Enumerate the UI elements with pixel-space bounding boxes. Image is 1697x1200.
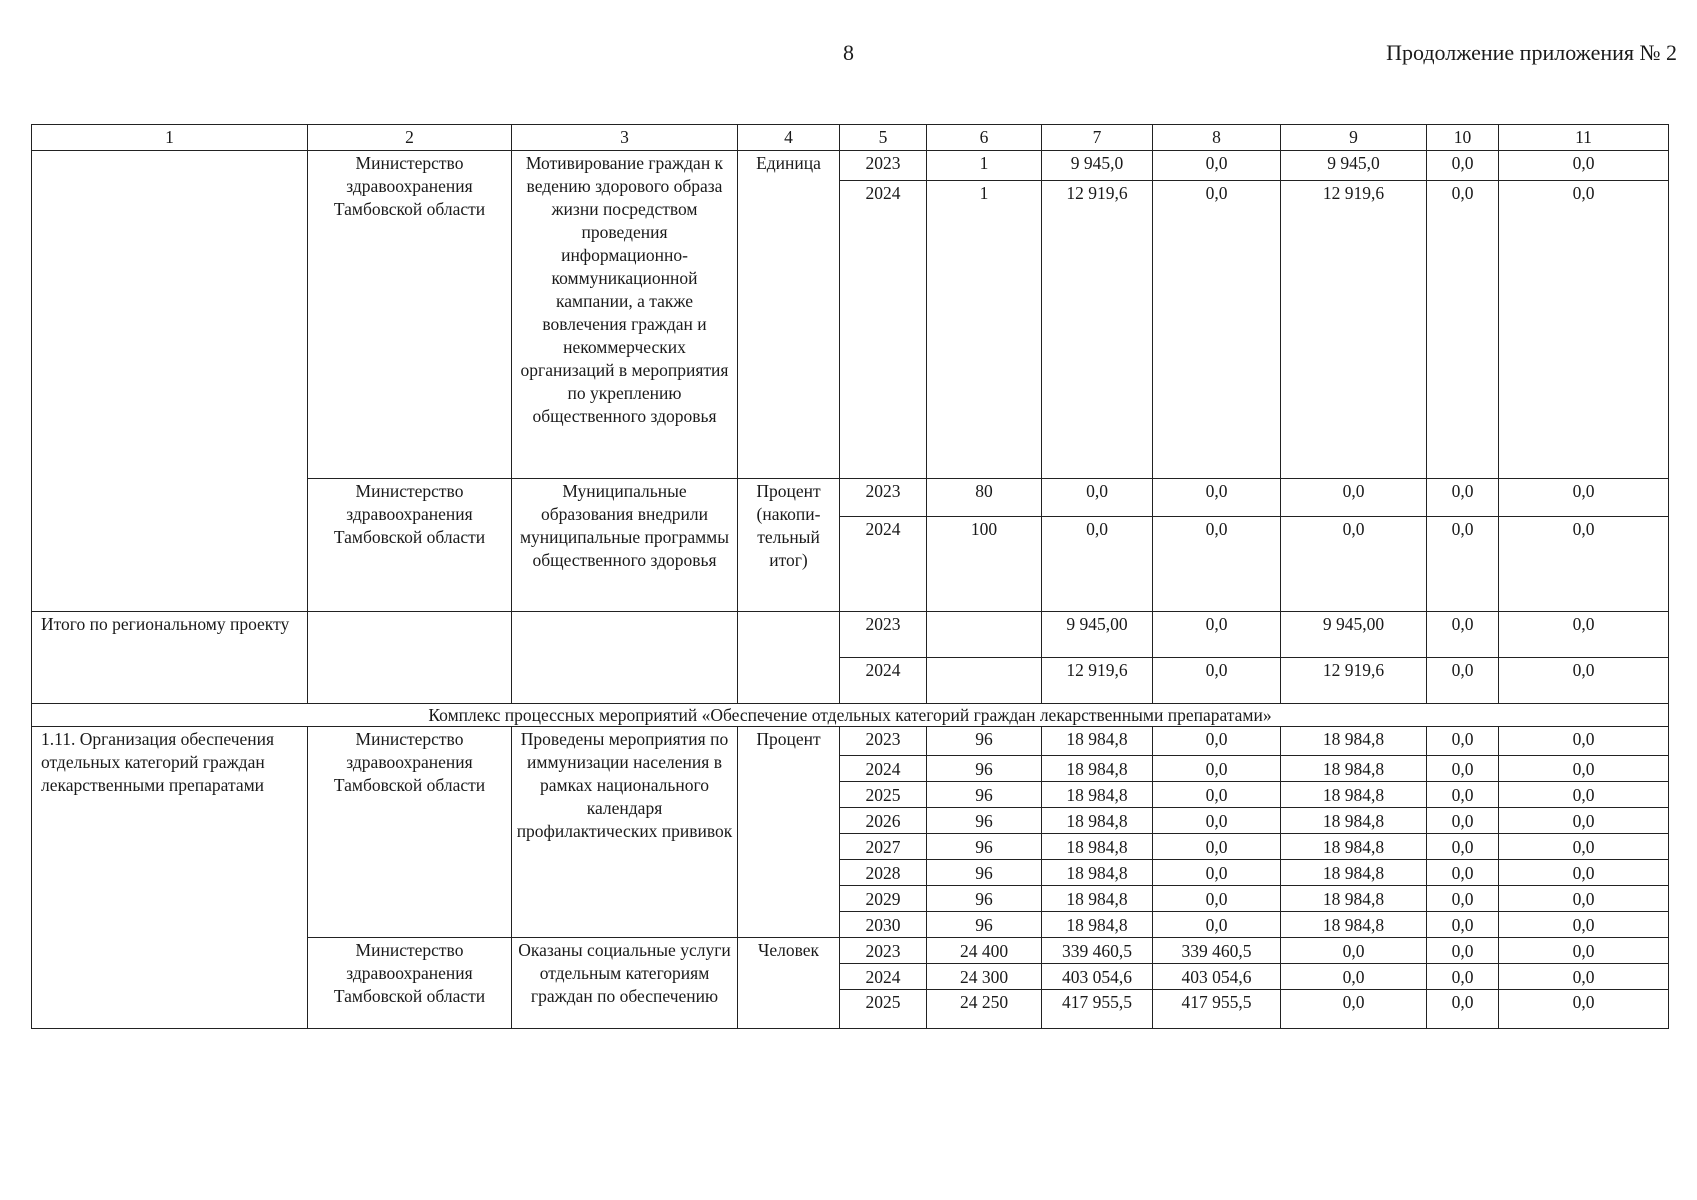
year-cell: 2030: [840, 912, 927, 938]
empty-cell: [512, 612, 738, 704]
year-cell: 2023: [840, 727, 927, 756]
value-cell: 0,0: [1499, 517, 1669, 612]
value-cell: 0,0: [1281, 964, 1427, 990]
value-cell: 18 984,8: [1281, 782, 1427, 808]
unit-cell: Человек: [738, 938, 840, 1029]
result-cell: Проведены мероприятия по иммунизации населения в рамках национального календаря профилактических прививок: [512, 727, 738, 938]
column-header: 11: [1499, 125, 1669, 151]
activity-cell-empty: [32, 151, 308, 612]
value-cell: 0,0: [1499, 782, 1669, 808]
year-cell: 2024: [840, 517, 927, 612]
value-cell: 0,0: [1427, 912, 1499, 938]
value-cell: 0,0: [1153, 782, 1281, 808]
value-cell: 0,0: [1499, 727, 1669, 756]
value-cell: [927, 658, 1042, 704]
year-cell: 2024: [840, 658, 927, 704]
ministry-cell: Министерство здравоохранения Тамбовской области: [308, 938, 512, 1029]
value-cell: 0,0: [1042, 517, 1153, 612]
value-cell: 18 984,8: [1042, 912, 1153, 938]
year-cell: 2023: [840, 151, 927, 181]
value-cell: 96: [927, 834, 1042, 860]
value-cell: 12 919,6: [1281, 181, 1427, 479]
year-cell: 2025: [840, 990, 927, 1029]
value-cell: 9 945,00: [1042, 612, 1153, 658]
column-header: 9: [1281, 125, 1427, 151]
value-cell: 0,0: [1427, 756, 1499, 782]
value-cell: 24 300: [927, 964, 1042, 990]
unit-cell: Единица: [738, 151, 840, 479]
table-row: [32, 151, 1669, 181]
value-cell: 96: [927, 912, 1042, 938]
column-header: 4: [738, 125, 840, 151]
value-cell: 0,0: [1281, 517, 1427, 612]
value-cell: 96: [927, 808, 1042, 834]
value-cell: 0,0: [1427, 860, 1499, 886]
value-cell: 12 919,6: [1281, 658, 1427, 704]
total-label: Итого по региональному проекту: [32, 612, 308, 704]
value-cell: 0,0: [1427, 151, 1499, 181]
value-cell: 417 955,5: [1042, 990, 1153, 1029]
value-cell: 0,0: [1427, 658, 1499, 704]
value-cell: 0,0: [1153, 181, 1281, 479]
value-cell: 0,0: [1427, 479, 1499, 517]
value-cell: [927, 612, 1042, 658]
total-row: [32, 612, 1669, 658]
value-cell: 0,0: [1427, 612, 1499, 658]
ministry-cell: Министерство здравоохранения Тамбовской области: [308, 479, 512, 612]
value-cell: 18 984,8: [1042, 860, 1153, 886]
value-cell: 403 054,6: [1042, 964, 1153, 990]
value-cell: 0,0: [1153, 658, 1281, 704]
result-cell: Мотивирование граждан к ведению здорового образа жизни посредством проведения информационно-коммуникационной кампании, а также вовлечения граждан и некоммерческих организаций в мероприятия по укреплению общественного здоровья: [512, 151, 738, 479]
value-cell: 0,0: [1427, 886, 1499, 912]
page-number: 8: [843, 40, 854, 65]
value-cell: 0,0: [1153, 860, 1281, 886]
value-cell: 100: [927, 517, 1042, 612]
value-cell: 0,0: [1042, 479, 1153, 517]
value-cell: 0,0: [1427, 834, 1499, 860]
value-cell: 0,0: [1153, 912, 1281, 938]
ministry-cell: Министерство здравоохранения Тамбовской области: [308, 727, 512, 938]
value-cell: 339 460,5: [1042, 938, 1153, 964]
value-cell: 24 400: [927, 938, 1042, 964]
value-cell: 1: [927, 181, 1042, 479]
column-number-row: [32, 125, 1669, 151]
value-cell: 0,0: [1499, 181, 1669, 479]
value-cell: 12 919,6: [1042, 181, 1153, 479]
table-row: [32, 727, 1669, 756]
year-cell: 2025: [840, 782, 927, 808]
year-cell: 2024: [840, 181, 927, 479]
value-cell: 0,0: [1499, 938, 1669, 964]
value-cell: 0,0: [1499, 808, 1669, 834]
value-cell: 0,0: [1427, 782, 1499, 808]
value-cell: 0,0: [1499, 756, 1669, 782]
value-cell: 18 984,8: [1281, 808, 1427, 834]
value-cell: 9 945,0: [1281, 151, 1427, 181]
program-table: [31, 124, 1669, 1029]
value-cell: 0,0: [1281, 938, 1427, 964]
value-cell: 339 460,5: [1153, 938, 1281, 964]
value-cell: 0,0: [1499, 834, 1669, 860]
year-cell: 2029: [840, 886, 927, 912]
value-cell: 0,0: [1153, 834, 1281, 860]
value-cell: 0,0: [1499, 964, 1669, 990]
value-cell: 0,0: [1153, 808, 1281, 834]
value-cell: 18 984,8: [1281, 912, 1427, 938]
value-cell: 9 945,0: [1042, 151, 1153, 181]
value-cell: 0,0: [1281, 990, 1427, 1029]
column-header: 7: [1042, 125, 1153, 151]
value-cell: 0,0: [1427, 990, 1499, 1029]
empty-cell: [738, 612, 840, 704]
value-cell: 0,0: [1281, 479, 1427, 517]
value-cell: 18 984,8: [1042, 886, 1153, 912]
value-cell: 0,0: [1427, 181, 1499, 479]
column-header: 10: [1427, 125, 1499, 151]
value-cell: 0,0: [1427, 938, 1499, 964]
value-cell: 0,0: [1499, 479, 1669, 517]
value-cell: 96: [927, 860, 1042, 886]
empty-cell: [308, 612, 512, 704]
activity-cell: 1.11. Организация обеспечения отдельных категорий граждан лекарственными препаратами: [32, 727, 308, 1029]
value-cell: 96: [927, 886, 1042, 912]
value-cell: 18 984,8: [1042, 782, 1153, 808]
value-cell: 18 984,8: [1281, 756, 1427, 782]
year-cell: 2024: [840, 964, 927, 990]
column-header: 6: [927, 125, 1042, 151]
value-cell: 0,0: [1153, 886, 1281, 912]
value-cell: 18 984,8: [1281, 727, 1427, 756]
value-cell: 0,0: [1499, 990, 1669, 1029]
value-cell: 18 984,8: [1042, 808, 1153, 834]
column-header: 2: [308, 125, 512, 151]
section-title: Комплекс процессных мероприятий «Обеспечение отдельных категорий граждан лекарственными препаратами»: [32, 704, 1669, 727]
column-header: 1: [32, 125, 308, 151]
result-cell: Муниципальные образования внедрили муниципальные программы общественного здоровья: [512, 479, 738, 612]
value-cell: 0,0: [1427, 808, 1499, 834]
value-cell: 0,0: [1153, 756, 1281, 782]
value-cell: 24 250: [927, 990, 1042, 1029]
year-cell: 2023: [840, 479, 927, 517]
value-cell: 403 054,6: [1153, 964, 1281, 990]
year-cell: 2024: [840, 756, 927, 782]
value-cell: 0,0: [1153, 727, 1281, 756]
column-header: 8: [1153, 125, 1281, 151]
value-cell: 0,0: [1499, 860, 1669, 886]
year-cell: 2023: [840, 938, 927, 964]
value-cell: 0,0: [1153, 479, 1281, 517]
column-header: 5: [840, 125, 927, 151]
unit-cell: Процент: [738, 727, 840, 938]
value-cell: 96: [927, 782, 1042, 808]
year-cell: 2028: [840, 860, 927, 886]
value-cell: 0,0: [1427, 727, 1499, 756]
value-cell: 18 984,8: [1281, 834, 1427, 860]
year-cell: 2027: [840, 834, 927, 860]
value-cell: 0,0: [1427, 517, 1499, 612]
value-cell: 18 984,8: [1281, 860, 1427, 886]
section-row: [32, 704, 1669, 727]
value-cell: 0,0: [1499, 612, 1669, 658]
value-cell: 0,0: [1499, 151, 1669, 181]
value-cell: 0,0: [1427, 964, 1499, 990]
value-cell: 18 984,8: [1281, 886, 1427, 912]
ministry-cell: Министерство здравоохранения Тамбовской области: [308, 151, 512, 479]
value-cell: 12 919,6: [1042, 658, 1153, 704]
value-cell: 417 955,5: [1153, 990, 1281, 1029]
year-cell: 2026: [840, 808, 927, 834]
value-cell: 0,0: [1499, 912, 1669, 938]
value-cell: 9 945,00: [1281, 612, 1427, 658]
value-cell: 1: [927, 151, 1042, 181]
value-cell: 0,0: [1153, 612, 1281, 658]
value-cell: 18 984,8: [1042, 834, 1153, 860]
value-cell: 80: [927, 479, 1042, 517]
column-header: 3: [512, 125, 738, 151]
value-cell: 96: [927, 727, 1042, 756]
value-cell: 96: [927, 756, 1042, 782]
value-cell: 0,0: [1153, 151, 1281, 181]
value-cell: 18 984,8: [1042, 756, 1153, 782]
value-cell: 18 984,8: [1042, 727, 1153, 756]
appendix-continuation-label: Продолжение приложения № 2: [1386, 40, 1677, 65]
unit-cell: Процент (накопи-тельный итог): [738, 479, 840, 612]
year-cell: 2023: [840, 612, 927, 658]
value-cell: 0,0: [1499, 886, 1669, 912]
value-cell: 0,0: [1153, 517, 1281, 612]
value-cell: 0,0: [1499, 658, 1669, 704]
result-cell: Оказаны социальные услуги отдельным категориям граждан по обеспечению: [512, 938, 738, 1029]
